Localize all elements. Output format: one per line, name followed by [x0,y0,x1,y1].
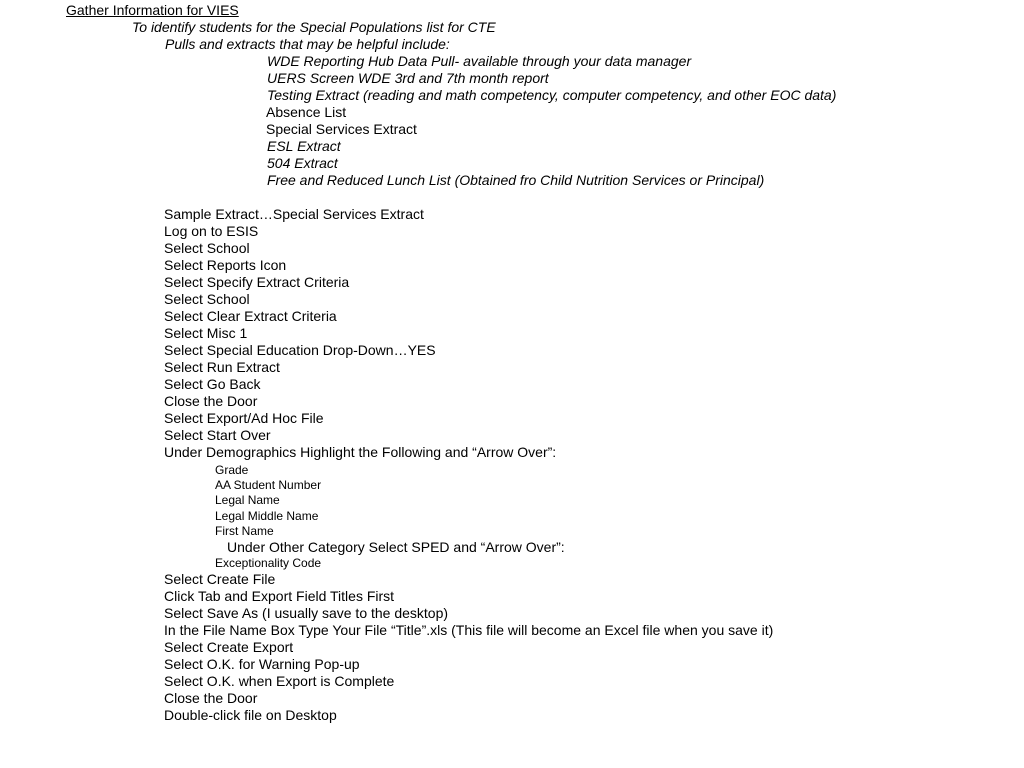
step-item: Select Misc 1 [164,325,248,341]
demographic-field: AA Student Number [215,478,322,492]
step-item: In the File Name Box Type Your File “Title”.xls (This file will become an Excel file when you save it) [164,622,774,638]
exceptionality-field: Exceptionality Code [215,556,322,570]
step-item: Select O.K. when Export is Complete [164,673,395,689]
step-item: Select Save As (I usually save to the desktop) [164,605,449,621]
step-item: Close the Door [164,690,258,706]
step-item: Select School [164,240,250,256]
pull-item: UERS Screen WDE 3rd and 7th month report [267,70,549,86]
demographic-field: Legal Name [215,493,280,507]
step-item: Select Reports Icon [164,257,287,273]
step-item: Select Specify Extract Criteria [164,274,350,290]
step-item: Double-click file on Desktop [164,707,337,723]
step-item: Sample Extract…Special Services Extract [164,206,424,222]
step-item: Close the Door [164,393,258,409]
pulls-intro: Pulls and extracts that may be helpful include: [165,36,450,52]
pull-item: Absence List [266,104,347,120]
demographic-field: Grade [215,463,249,477]
step-item: Log on to ESIS [164,223,259,239]
pull-item: 504 Extract [267,155,338,171]
pull-item: Special Services Extract [266,121,417,137]
step-item: Under Demographics Highlight the Following and “Arrow Over”: [164,444,557,460]
document-subtitle: To identify students for the Special Populations list for CTE [132,19,496,35]
step-item: Select School [164,291,250,307]
step-item: Select Special Education Drop-Down…YES [164,342,436,358]
document-title: Gather Information for VIES [66,2,239,18]
demographic-field: Legal Middle Name [215,509,319,523]
demographic-field: First Name [215,524,274,538]
step-item: Click Tab and Export Field Titles First [164,588,395,604]
step-item: Select Go Back [164,376,261,392]
pull-item: ESL Extract [267,138,341,154]
step-item: Select Create File [164,571,276,587]
step-item: Select Run Extract [164,359,280,375]
pull-item: Free and Reduced Lunch List (Obtained fro Child Nutrition Services or Principal) [267,172,765,188]
other-category-step: Under Other Category Select SPED and “Arrow Over”: [227,539,565,555]
step-item: Select Start Over [164,427,271,443]
step-item: Select Clear Extract Criteria [164,308,337,324]
step-item: Select Create Export [164,639,294,655]
step-item: Select Export/Ad Hoc File [164,410,324,426]
pull-item: WDE Reporting Hub Data Pull- available through your data manager [267,53,692,69]
pull-item: Testing Extract (reading and math competency, computer competency, and other EOC data) [267,87,837,103]
step-item: Select O.K. for Warning Pop-up [164,656,360,672]
